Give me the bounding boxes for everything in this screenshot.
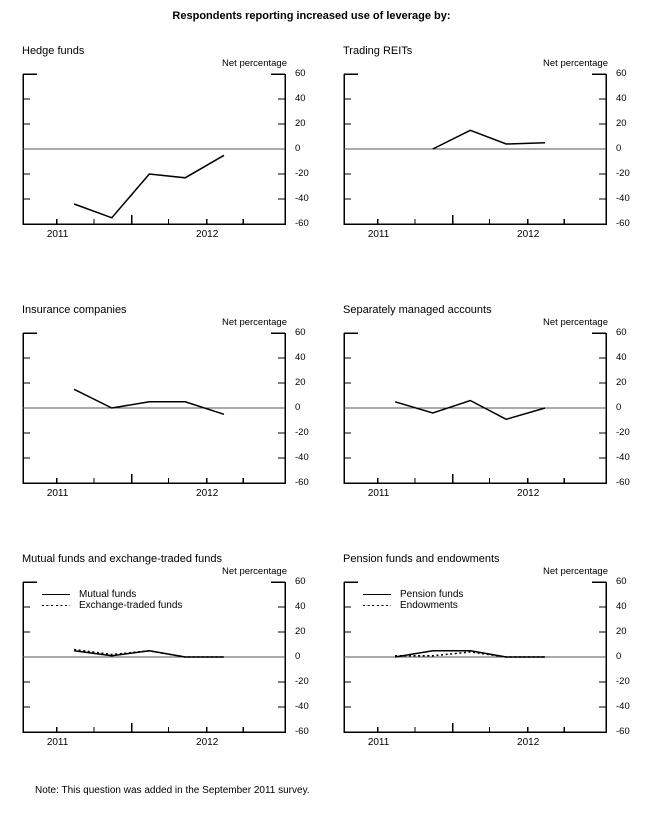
y-axis-labels <box>295 67 331 230</box>
y-tick-label: 40 <box>616 351 627 363</box>
legend-label: Endowments <box>400 600 458 611</box>
y-tick-label: 0 <box>616 142 622 154</box>
y-axis-labels <box>616 575 650 738</box>
y-tick-label: 0 <box>295 401 301 413</box>
dotted-line-icon <box>42 605 70 607</box>
y-tick-label: 0 <box>295 650 301 662</box>
legend <box>42 589 182 611</box>
y-tick-label: 0 <box>616 401 622 413</box>
panel-title: Hedge funds <box>22 45 85 57</box>
panel-pension-funds-endowments <box>343 553 650 768</box>
legend-label: Pension funds <box>400 589 464 600</box>
y-axis-labels <box>616 67 650 230</box>
y-tick-label: -20 <box>295 426 309 438</box>
chart-svg <box>343 72 607 230</box>
y-tick-label: 0 <box>295 142 301 154</box>
y-tick-label: -20 <box>616 167 630 179</box>
figure-title: Respondents reporting increased use of leverage by: <box>172 10 451 22</box>
y-tick-label: 20 <box>295 117 306 129</box>
legend-label: Exchange-traded funds <box>79 600 183 611</box>
legend-label: Mutual funds <box>79 589 137 600</box>
legend-entry <box>363 600 463 611</box>
x-year-label: 2012 <box>196 488 219 499</box>
y-tick-label: -20 <box>616 675 630 687</box>
y-tick-label: -60 <box>295 217 309 229</box>
y-tick-label: -60 <box>616 476 630 488</box>
y-tick-label: 40 <box>295 92 306 104</box>
x-year-label: 2011 <box>46 737 69 748</box>
x-year-label: 2012 <box>517 488 540 499</box>
x-year-label: 2012 <box>517 229 540 240</box>
y-axis-unit-label: Net percentage <box>543 566 608 577</box>
y-tick-label: 60 <box>295 326 306 338</box>
panel-title: Mutual funds and exchange-traded funds <box>22 553 222 565</box>
y-axis-unit-label: Net percentage <box>543 58 608 69</box>
y-tick-label: -60 <box>295 725 309 737</box>
y-tick-label: 40 <box>616 600 627 612</box>
y-axis-labels <box>616 326 650 489</box>
legend <box>363 589 463 611</box>
y-tick-label: -40 <box>295 192 309 204</box>
y-tick-label: -20 <box>295 675 309 687</box>
x-year-label: 2011 <box>367 229 390 240</box>
y-tick-label: -60 <box>616 217 630 229</box>
y-tick-label: 40 <box>295 351 306 363</box>
panel-title: Trading REITs <box>343 45 413 57</box>
y-tick-label: -20 <box>616 426 630 438</box>
y-axis-labels <box>295 575 331 738</box>
y-axis-labels <box>295 326 331 489</box>
panel-insurance-companies <box>22 304 334 519</box>
chart-canvas <box>343 72 607 230</box>
dotted-line-icon <box>363 605 391 607</box>
y-tick-label: 60 <box>616 575 627 587</box>
y-tick-label: 20 <box>616 376 627 388</box>
y-tick-label: 60 <box>616 67 627 79</box>
panel-trading-reits <box>343 45 650 260</box>
legend-entry <box>42 600 182 611</box>
y-tick-label: 40 <box>616 92 627 104</box>
panel-separately-managed-accounts <box>343 304 650 519</box>
chart-svg <box>22 72 286 230</box>
y-tick-label: -40 <box>616 700 630 712</box>
y-tick-label: -40 <box>295 451 309 463</box>
chart-canvas <box>22 331 286 489</box>
y-axis-unit-label: Net percentage <box>543 317 608 328</box>
y-tick-label: 0 <box>616 650 622 662</box>
y-tick-label: 60 <box>295 67 306 79</box>
x-year-label: 2012 <box>196 229 219 240</box>
panel-title: Insurance companies <box>22 304 127 316</box>
x-year-label: 2012 <box>517 737 540 748</box>
x-year-label: 2011 <box>46 229 69 240</box>
chart-canvas <box>22 72 286 230</box>
panel-hedge-funds <box>22 45 334 260</box>
solid-line-icon <box>363 594 391 595</box>
y-tick-label: 60 <box>295 575 306 587</box>
x-year-label: 2011 <box>46 488 69 499</box>
y-axis-unit-label: Net percentage <box>222 317 287 328</box>
x-year-label: 2011 <box>367 737 390 748</box>
y-tick-label: -40 <box>616 451 630 463</box>
y-axis-unit-label: Net percentage <box>222 58 287 69</box>
chart-canvas <box>343 331 607 489</box>
y-tick-label: -40 <box>295 700 309 712</box>
chart-svg <box>22 331 286 489</box>
y-axis-unit-label: Net percentage <box>222 566 287 577</box>
y-tick-label: 20 <box>616 625 627 637</box>
panel-mutual-funds-etfs <box>22 553 334 768</box>
y-tick-label: -60 <box>295 476 309 488</box>
y-tick-label: 20 <box>295 376 306 388</box>
solid-line-icon <box>42 594 70 595</box>
panel-title: Pension funds and endowments <box>343 553 500 565</box>
x-year-label: 2011 <box>367 488 390 499</box>
panel-title: Separately managed accounts <box>343 304 492 316</box>
y-tick-label: -40 <box>616 192 630 204</box>
figure-note: Note: This question was added in the September 2011 survey. <box>35 785 310 796</box>
y-tick-label: -20 <box>295 167 309 179</box>
x-year-label: 2012 <box>196 737 219 748</box>
legend-entry <box>42 589 182 600</box>
chart-svg <box>343 331 607 489</box>
y-tick-label: -60 <box>616 725 630 737</box>
y-tick-label: 20 <box>295 625 306 637</box>
y-tick-label: 60 <box>616 326 627 338</box>
legend-entry <box>363 589 463 600</box>
y-tick-label: 40 <box>295 600 306 612</box>
y-tick-label: 20 <box>616 117 627 129</box>
